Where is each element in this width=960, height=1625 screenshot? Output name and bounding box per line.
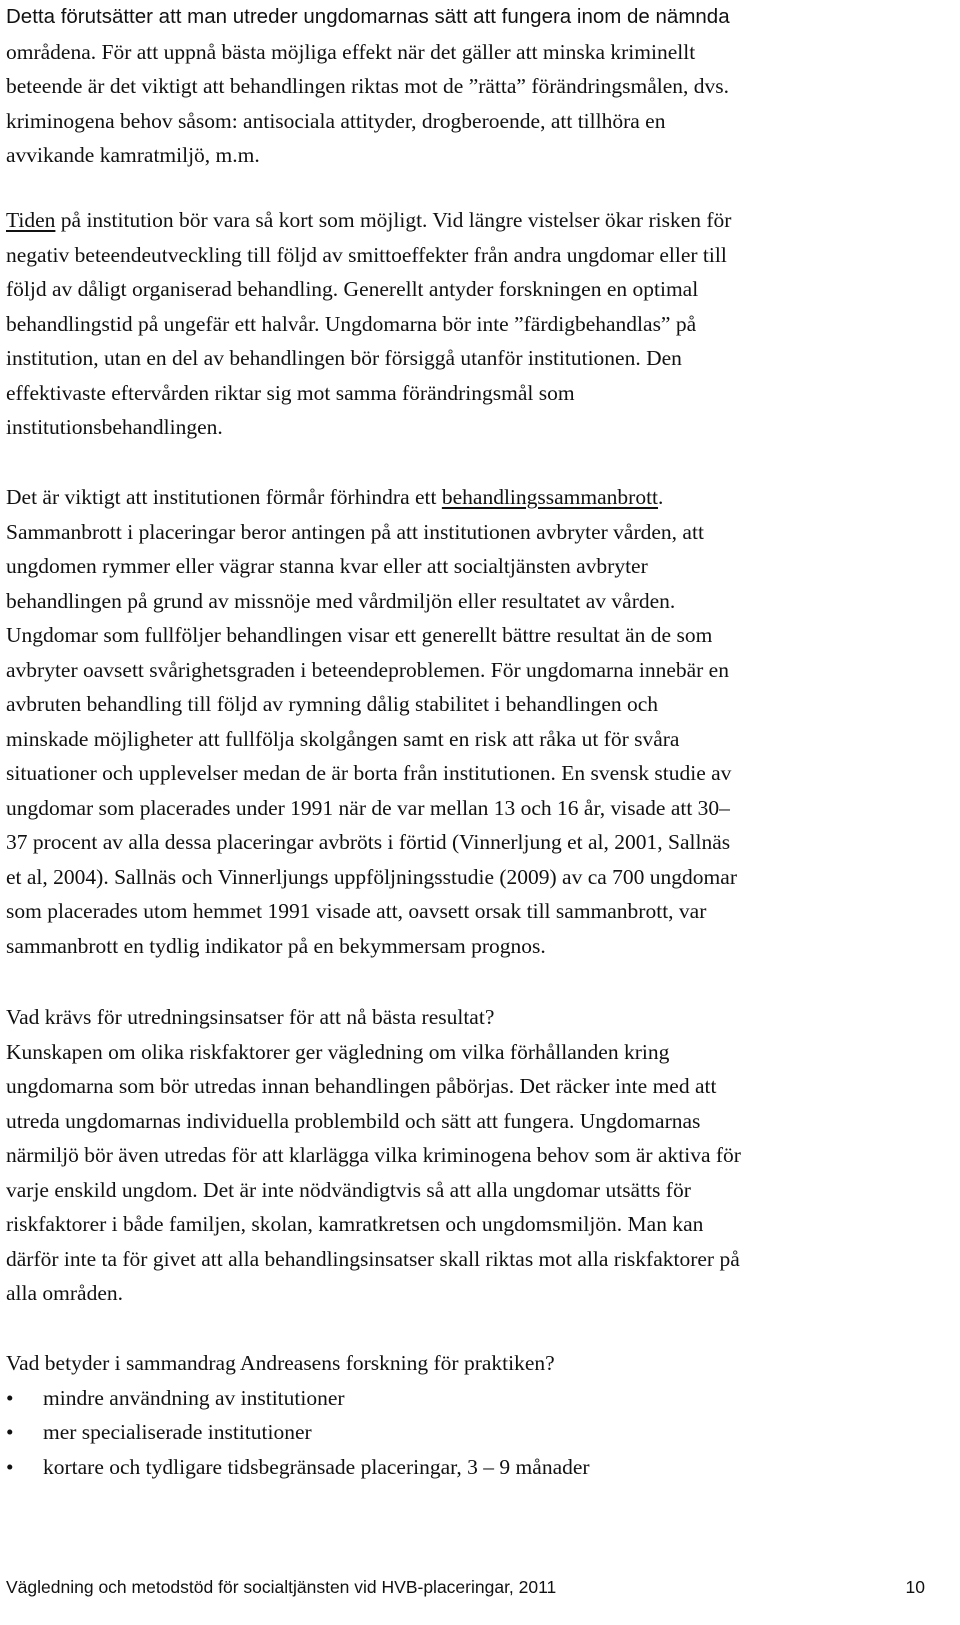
text-line: behandlingstid på ungefär ett halvår. Ungdomarna bör inte ”färdigbehandlas” på [6,311,697,336]
list-item-text: mer specialiserade institutioner [43,1420,312,1444]
text-line: avvikande kamratmiljö, m.m. [6,143,260,167]
text-line: riskfaktorer i både familjen, skolan, kamratkretsen och ungdomsmiljön. Man kan [6,1212,704,1236]
text-line: negativ beteendeutveckling till följd av smittoeffekter från andra ungdomar eller till [6,242,727,267]
text-line: ungdomarna som bör utredas innan behandlingen påbörjas. Det räcker inte med att [6,1074,717,1098]
underlined-term-tiden: Tiden [6,208,56,232]
list-item [6,1381,921,1416]
underlined-term-behandlingssammanbrott: behandlingssammanbrott [441,485,659,509]
text-line: ungdomen rymmer eller vägrar stanna kvar eller att socialtjänsten avbryter [6,554,648,578]
text-line: alla områden. [6,1281,124,1305]
text-run: på institution bör vara så kort som möjligt. Vid längre vistelser ökar risken för [55,208,732,232]
text-line: et al, 2004). Sallnäs och Vinnerljungs uppföljningsstudie (2009) av ca 700 ungdomar [6,864,737,889]
bullet-list [6,1381,921,1485]
text-line [6,203,921,238]
text-line: minskade möjligheter att fullfölja skolgången samt en risk att råka ut för svåra [6,726,680,751]
text-line: institution, utan en del av behandlingen bör försiggå utanför institutionen. Den [6,346,682,370]
text-line: Sammanbrott i placeringar beror antingen på att institutionen avbryter vården, att [6,519,704,544]
text-line: situationer och upplevelser medan de är borta från institutionen. En svensk studie av [6,761,732,785]
text-run: Det är viktigt att institutionen förmår förhindra ett [6,485,442,509]
list-item [6,1415,921,1450]
text-line: följd av dåligt organiserad behandling. Generellt antyder forskningen en optimal [6,277,699,301]
bullet-icon: • [6,1420,14,1444]
text-line: avbryter oavsett svårighetsgraden i beteendeproblemen. För ungdomarna innebär en [6,657,729,682]
text-line: sammanbrott en tydlig indikator på en bekymmersam prognos. [6,933,546,958]
text-line: 37 procent av alla dessa placeringar avbröts i förtid (Vinnerljung et al, 2001, Sallnäs [6,830,731,854]
text-line: kriminogena behov såsom: antisociala attityder, drogberoende, att tillhöra en [6,108,666,133]
text-line: behandlingen på grund av missnöje med vårdmiljön eller resultatet av vården. [6,588,676,613]
text-line: avbruten behandling till följd av rymning dålig stabilitet i behandlingen och [6,692,659,716]
text-line: institutionsbehandlingen. [6,415,223,439]
tiden-paragraph [6,203,921,445]
text-line: varje enskild ungdom. Det är inte nödvändigtvis så att alla ungdomar utsätts för [6,1177,691,1202]
bullet-icon: • [6,1385,14,1410]
section-heading: Vad betyder i sammandrag Andreasens forskning för praktiken? [6,1351,555,1375]
text-run: . [658,485,664,509]
text-line: Kunskapen om olika riskfaktorer ger vägledning om vilka förhållanden kring [6,1039,670,1064]
text-line: Detta förutsätter att man utreder ungdomarnas sätt att fungera inom de nämnda [6,5,730,28]
utredning-section [6,1000,921,1311]
text-line: som placerades utom hemmet 1991 visade att, oavsett orsak till sammanbrott, var [6,899,707,923]
text-line [6,480,921,515]
list-item-text: mindre användning av institutioner [43,1385,345,1410]
page-number: 10 [905,1577,925,1597]
intro-paragraph [6,0,921,173]
footer-title: Vägledning och metodstöd för socialtjänsten vid HVB-placeringar, 2011 [6,1577,557,1597]
list-item-text: kortare och tydligare tidsbegränsade placeringar, 3 – 9 månader [43,1454,590,1479]
section-heading: Vad krävs för utredningsinsatser för att nå bästa resultat? [6,1005,495,1029]
text-line: områdena. För att uppnå bästa möjliga effekt när det gäller att minska kriminellt [6,39,696,64]
sammanbrott-paragraph [6,480,921,963]
text-line: effektivaste eftervården riktar sig mot samma förändringsmål som [6,380,575,405]
page-footer [6,1575,925,1599]
text-line: därför inte ta för givet att alla behandlingsinsatser skall riktas mot alla riskfaktorer på [6,1246,740,1271]
text-line: ungdomar som placerades under 1991 när de var mellan 13 och 16 år, visade att 30– [6,795,730,820]
bullet-icon: • [6,1454,14,1479]
text-line: beteende är det viktigt att behandlingen riktas mot de ”rätta” förändringsmålen, dvs. [6,74,729,98]
list-item [6,1450,921,1485]
sammandrag-section [6,1346,921,1484]
text-line: utreda ungdomarnas individuella problembild och sätt att fungera. Ungdomarnas [6,1108,701,1133]
text-line: närmiljö bör även utredas för att klarlägga vilka kriminogena behov som är aktiva för [6,1143,741,1167]
text-line: Ungdomar som fullföljer behandlingen visar ett generellt bättre resultat än de som [6,623,713,647]
